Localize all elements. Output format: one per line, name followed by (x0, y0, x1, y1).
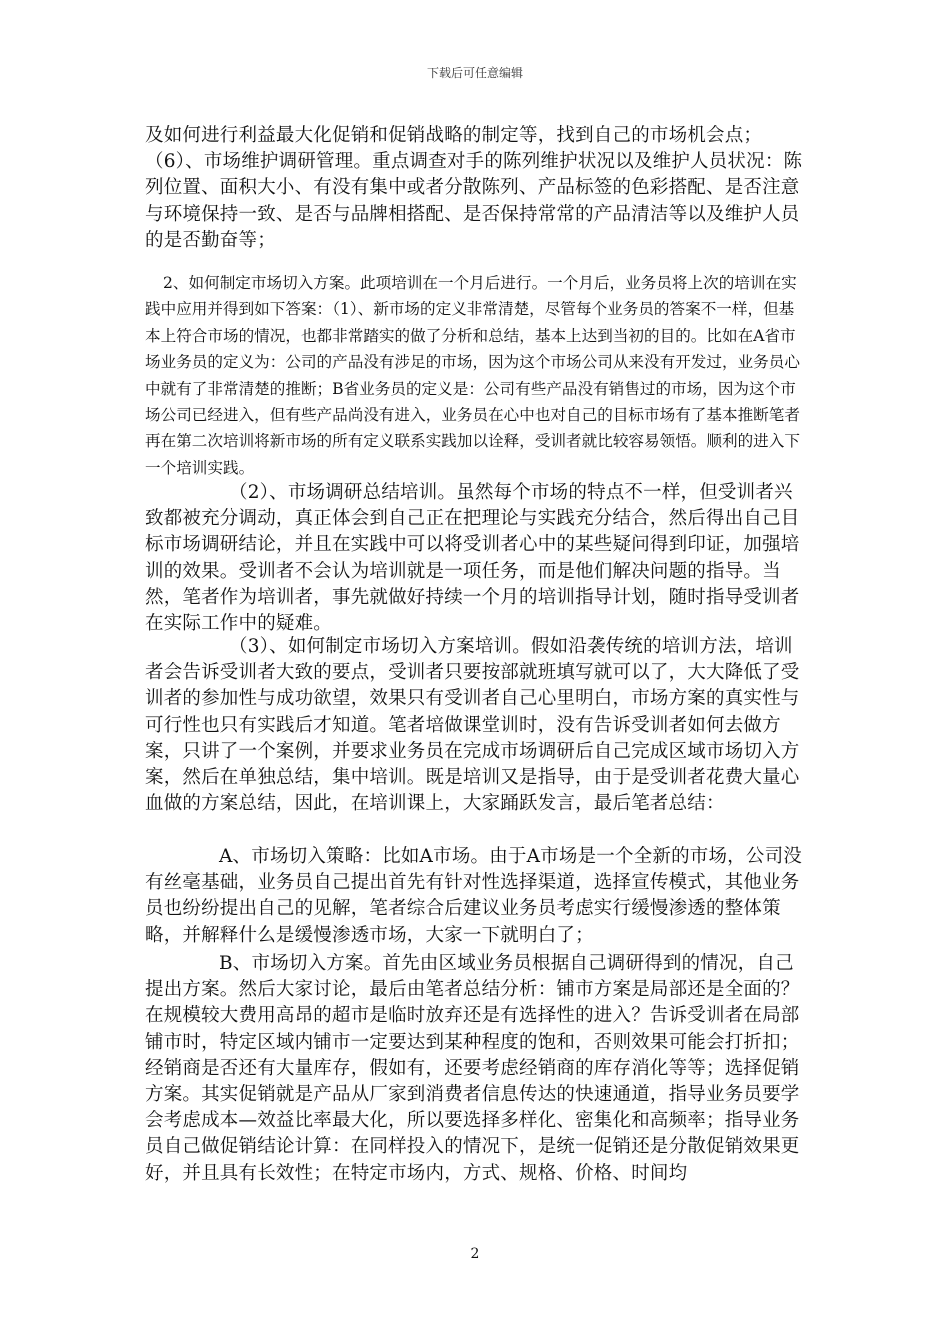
paragraph-market-maintenance: 及如何进行利益最大化促销和促销战略的制定等，找到自己的市场机会点；（6）、市场维护调研管理。重点调查对手的陈列维护状况以及维护人员状况：陈列位置、面积大小、有没有集中或者分散陈列、产品标签的色彩搭配、是否注意与环境保持一致、是否与品牌相搭配、是否保持常常的产品清洁等以及维护人员的是否勤奋等； (145, 125, 803, 251)
paragraph-research-summary: （2）、市场调研总结培训。虽然每个市场的特点不一样，但受训者兴致都被充分调动，真正体会到自己正在把理论与实践充分结合，然后得出自己目标市场调研结论，并且在实践中可以将受训者心中的某些疑问得到印证，加强培训的效果。受训者不会认为培训就是一项任务，而是他们解决问题的指导。当然，笔者作为培训者，事先就做好持续一个月的培训指导计划，随时指导受训者在实际工作中的疑难。 (145, 482, 800, 635)
paragraph-entry-strategy: A、市场切入策略：比如A市场。由于A市场是一个全新的市场，公司没有丝毫基础，业务员自己提出首先有针对性选择渠道，选择宣传模式，其他业务员也纷纷提出自己的见解，笔者综合后建议业务员考虑实行缓慢渗透的整体策略，并解释什么是缓慢渗透市场，大家一下就明白了； (145, 846, 802, 946)
paragraph-entry-scheme: B、市场切入方案。首先由区域业务员根据自己调研得到的情况，自己提出方案。然后大家讨论，最后由笔者总结分析：铺市方案是局部还是全面的？在规模较大费用高昂的超市是临时放弃还是有选择性的进入？告诉受训者在局部铺市时，特定区域内铺市一定要达到某种程度的饱和，否则效果可能会打折扣；经销商是否还有大量库存，假如有，还要考虑经销商的库存消化等等；选择促销方案。其实促销就是产品从厂家到消费者信息传达的快速通道，指导业务员要学会考虑成本—效益比率最大化，所以要选择多样化、密集化和高频率；指导业务员自己做促销结论计算：在同样投入的情况下，是统一促销还是分散促销效果更好，并且具有长效性；在特定市场内，方式、规格、价格、时间均 (145, 953, 800, 1184)
page-header: 下载后可任意编辑 (426, 66, 523, 80)
page-number: 2 (470, 1246, 480, 1262)
paragraph-market-entry-plan: 2、如何制定市场切入方案。此项培训在一个月后进行。一个月后，业务员将上次的培训在实践中应用并得到如下答案：（1）、新市场的定义非常清楚，尽管每个业务员的答案不一样，但基本上符合市场的情况，也都非常踏实的做了分析和总结，基本上达到当初的目的。比如在A省市场业务员的定义为：公司的产品没有涉足的市场，因为这个市场公司从来没有开发过，业务员心中就有了非常清楚的推断；B省业务员的定义是：公司有些产品没有销售过的市场，因为这个市场公司已经进入，但有些产品尚没有进入，业务员在心中也对自己的目标市场有了基本推断笔者再在第二次培训将新市场的所有定义联系实践加以诠释，受训者就比较容易领悟。顺利的进入下一个培训实践。 (145, 274, 800, 477)
paragraph-entry-plan-training: （3）、如何制定市场切入方案培训。假如沿袭传统的培训方法，培训者会告诉受训者大致的要点，受训者只要按部就班填写就可以了，大大降低了受训者的参加性与成功欲望，效果只有受训者自己心里明白，市场方案的真实性与可行性也只有实践后才知道。笔者培做课堂训时，没有告诉受训者如何去做方案，只讲了一个案例，并要求业务员在完成市场调研后自己完成区域市场切入方案，然后在单独总结，集中培训。既是培训又是指导，由于是受训者花费大量心血做的方案总结，因此，在培训课上，大家踊跃发言，最后笔者总结： (145, 636, 800, 815)
